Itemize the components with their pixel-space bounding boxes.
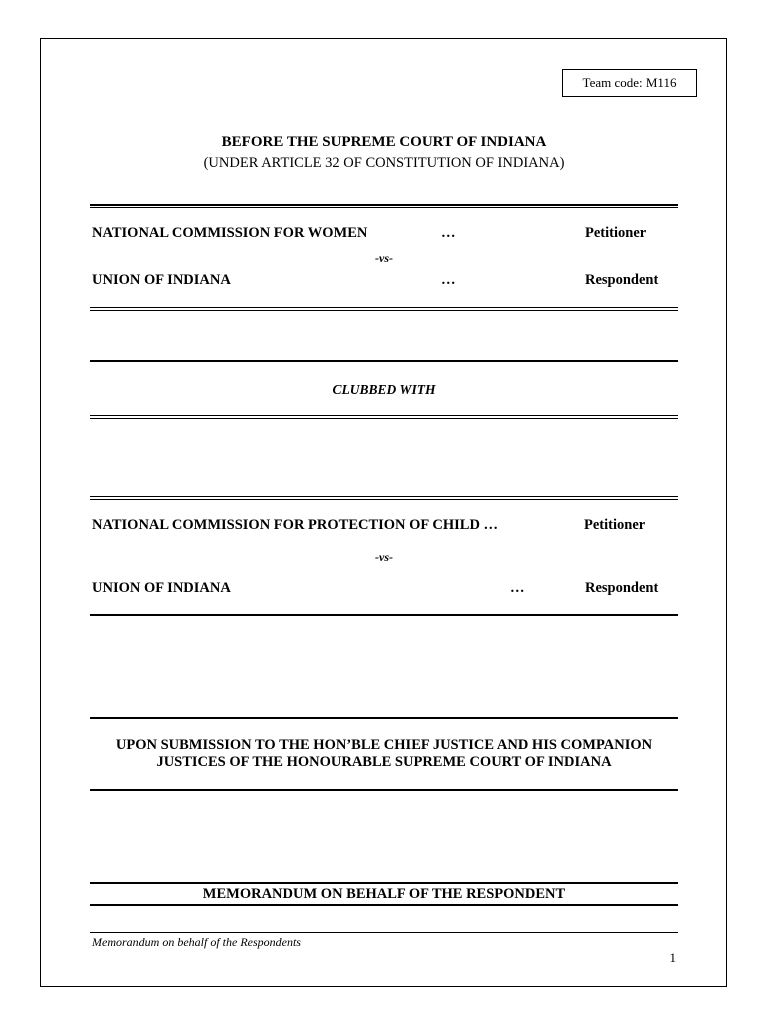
case1-respondent-dots: …: [441, 272, 456, 288]
case2-petitioner-name: NATIONAL COMMISSION FOR PROTECTION OF CHILD …: [92, 517, 499, 533]
divider-single: [90, 717, 678, 719]
case2-petitioner-role: Petitioner: [584, 517, 646, 533]
clubbed-with-label: CLUBBED WITH: [332, 382, 436, 397]
case1-respondent-role: Respondent: [585, 272, 659, 288]
divider-single: [90, 882, 678, 884]
court-subtitle: (UNDER ARTICLE 32 OF CONSTITUTION OF INDIANA): [203, 155, 565, 171]
footer-text: Memorandum on behalf of the Respondents: [92, 935, 301, 949]
case2-vs: -vs-: [375, 550, 393, 564]
case1-petitioner-dots: …: [441, 225, 456, 241]
court-title: BEFORE THE SUPREME COURT OF INDIANA: [221, 134, 547, 150]
divider-double: [90, 307, 678, 311]
case1-petitioner-name: NATIONAL COMMISSION FOR WOMEN: [92, 225, 368, 241]
case2-respondent-role: Respondent: [585, 580, 659, 596]
case2-respondent-dots: …: [510, 580, 525, 596]
submission-line-2: JUSTICES OF THE HONOURABLE SUPREME COURT OF INDIANA: [156, 754, 612, 770]
divider-single: [90, 904, 678, 906]
team-code-box: Team code: M116: [562, 69, 697, 97]
case1-vs: -vs-: [375, 251, 393, 265]
case1-petitioner-role: Petitioner: [585, 225, 647, 241]
submission-line-1: UPON SUBMISSION TO THE HON’BLE CHIEF JUSTICE AND HIS COMPANION: [115, 737, 653, 753]
case1-respondent-name: UNION OF INDIANA: [92, 272, 231, 288]
divider-double: [90, 496, 678, 500]
footer-divider: [90, 932, 678, 933]
page-number: 1: [669, 950, 676, 965]
divider-single: [90, 360, 678, 362]
divider-double: [90, 415, 678, 419]
memorandum-heading: MEMORANDUM ON BEHALF OF THE RESPONDENT: [202, 886, 566, 902]
case2-respondent-name: UNION OF INDIANA: [92, 580, 231, 596]
divider-double: [90, 204, 678, 208]
divider-single: [90, 614, 678, 616]
divider-single: [90, 789, 678, 791]
submission-block: [90, 737, 678, 771]
page-frame: [40, 38, 727, 987]
